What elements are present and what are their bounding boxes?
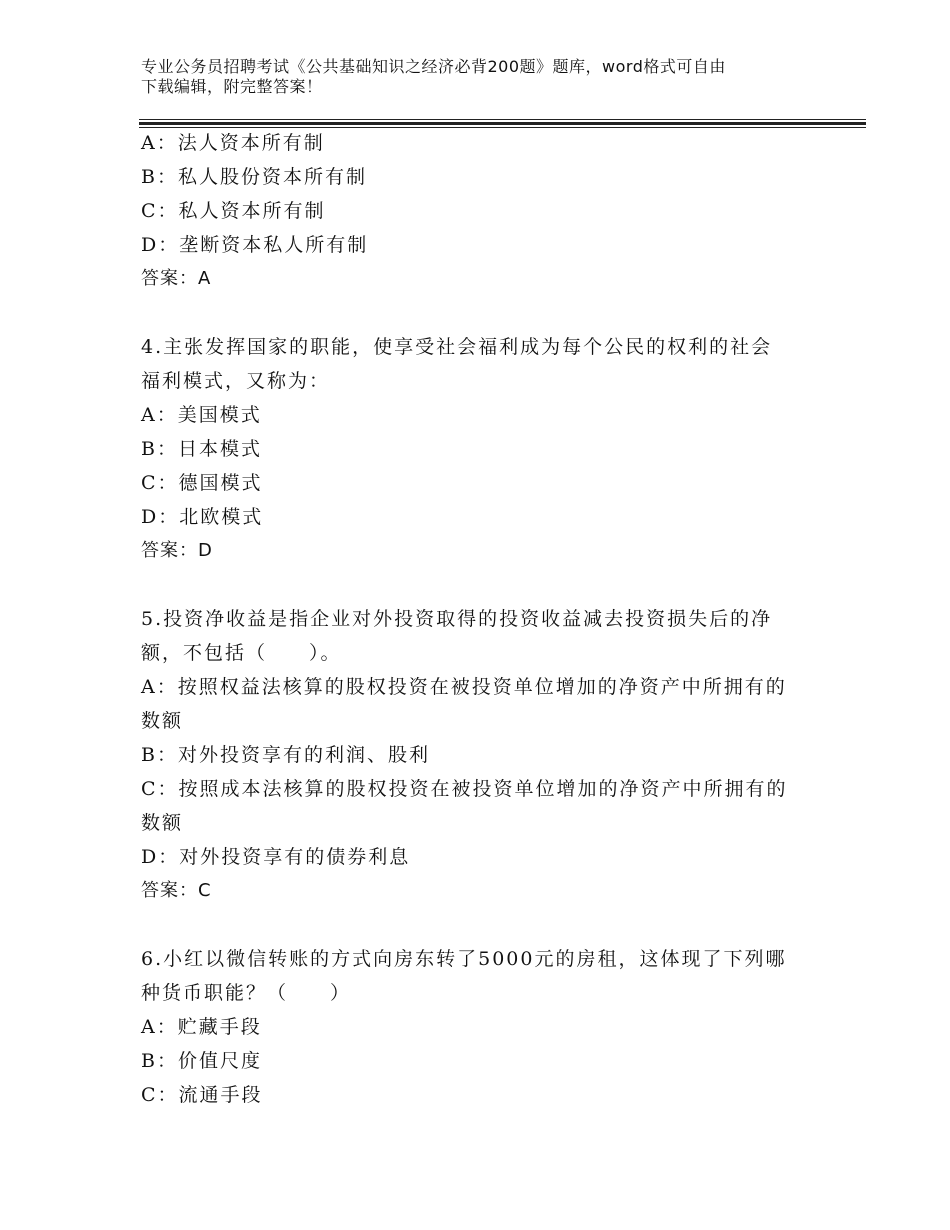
option-c: C：流通手段 xyxy=(141,1084,263,1106)
header-line-1: 专业公务员招聘考试《公共基础知识之经济必背200题》题库，word格式可自由 xyxy=(141,57,726,76)
question-stem-line-2: 额，不包括（ ）。 xyxy=(141,642,342,664)
document-header xyxy=(141,57,811,97)
option-c-line-2: 数额 xyxy=(141,812,184,834)
option-b: B：对外投资享有的利润、股利 xyxy=(141,744,430,766)
answer-label: 答案：C xyxy=(141,880,212,901)
question-spacer xyxy=(141,908,811,942)
question-6 xyxy=(141,942,811,1112)
option-d: D：对外投资享有的债券利息 xyxy=(141,846,411,868)
option-b: B：价值尺度 xyxy=(141,1050,262,1072)
option-a: A：美国模式 xyxy=(141,404,262,426)
option-a: A：法人资本所有制 xyxy=(141,132,325,154)
question-stem-line-2: 种货币职能？（ ） xyxy=(141,982,352,1004)
answer-label: 答案：A xyxy=(141,268,212,289)
question-spacer xyxy=(141,568,811,602)
question-stem-line-1: 6.小红以微信转账的方式向房东转了5000元的房租，这体现了下列哪 xyxy=(141,948,787,970)
option-a-line-1: A：按照权益法核算的股权投资在被投资单位增加的净资产中所拥有的 xyxy=(141,676,787,698)
question-4 xyxy=(141,330,811,568)
option-b: B：私人股份资本所有制 xyxy=(141,166,367,188)
option-b: B：日本模式 xyxy=(141,438,262,460)
question-3 xyxy=(141,126,811,296)
option-a: A：贮藏手段 xyxy=(141,1016,262,1038)
question-stem-line-1: 4.主张发挥国家的职能，使享受社会福利成为每个公民的权利的社会 xyxy=(141,336,773,358)
header-line-2: 下载编辑，附完整答案！ xyxy=(141,77,323,96)
question-stem-line-1: 5.投资净收益是指企业对外投资取得的投资收益减去投资损失后的净 xyxy=(141,608,773,630)
option-d: D：垄断资本私人所有制 xyxy=(141,234,369,256)
option-a-line-2: 数额 xyxy=(141,710,184,732)
question-spacer xyxy=(141,296,811,330)
option-c: C：德国模式 xyxy=(141,472,263,494)
option-d: D：北欧模式 xyxy=(141,506,264,528)
option-c: C：私人资本所有制 xyxy=(141,200,326,222)
option-c-line-1: C：按照成本法核算的股权投资在被投资单位增加的净资产中所拥有的 xyxy=(141,778,788,800)
question-5 xyxy=(141,602,811,908)
header-rule-thick xyxy=(139,122,866,125)
question-list xyxy=(141,126,811,1112)
question-stem-line-2: 福利模式，又称为： xyxy=(141,370,331,392)
answer-label: 答案：D xyxy=(141,540,213,561)
header-rule-thin-top xyxy=(139,119,866,120)
